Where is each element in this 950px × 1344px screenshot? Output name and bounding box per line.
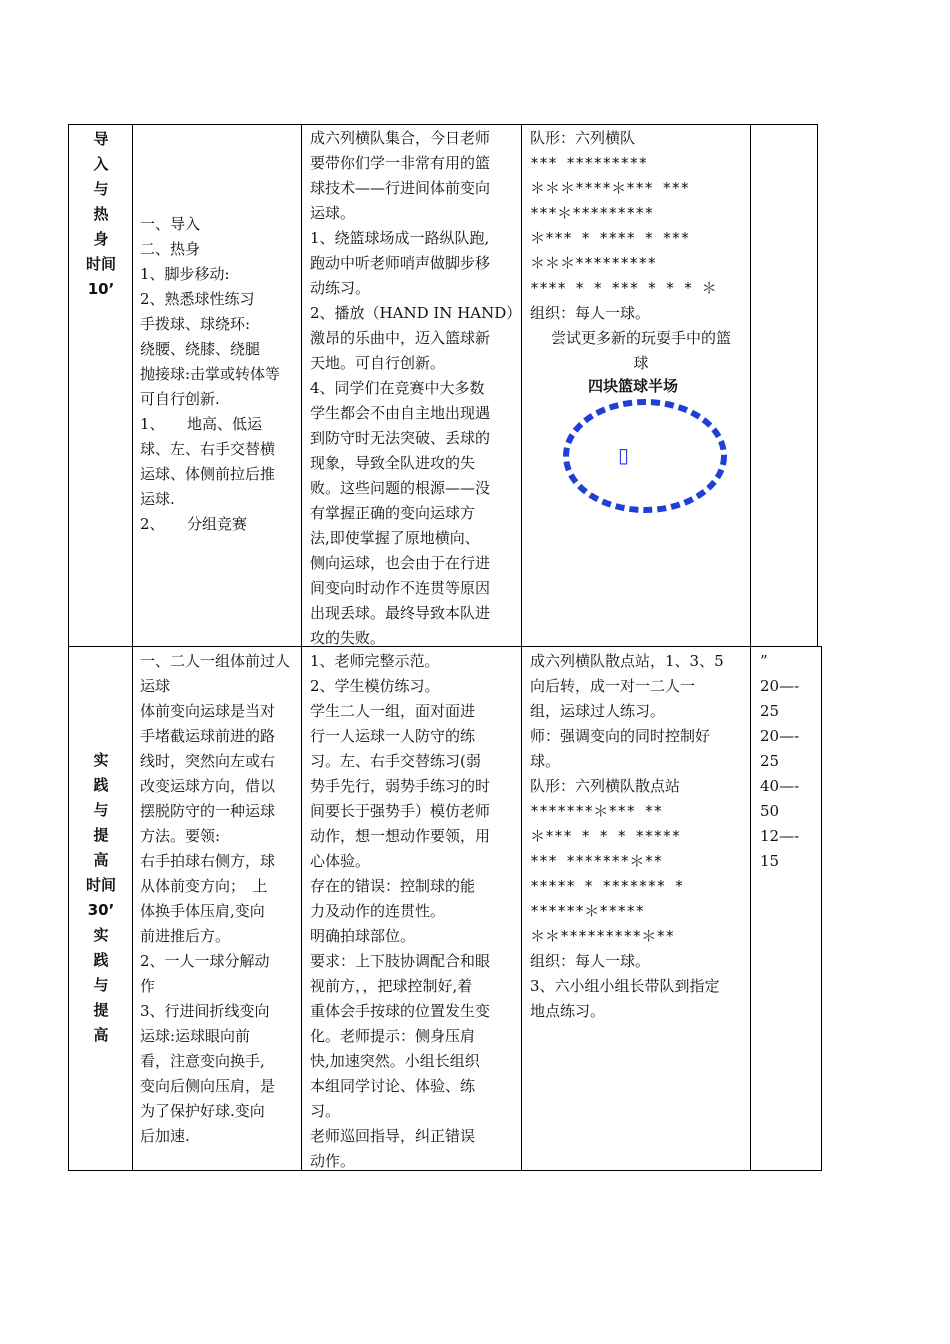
content-line: 运球.: [140, 490, 175, 508]
table-top-border: [68, 124, 818, 125]
formation-row: *** *********: [530, 154, 648, 172]
content-line: 1、脚步移动:: [140, 265, 230, 283]
col-line-6b: [821, 646, 822, 1171]
formation-row: ＊＊＊****＊*** ***: [530, 179, 690, 197]
teacher-activity-line: 有掌握正确的变向运球方: [310, 504, 476, 522]
section1-formation: [530, 151, 717, 301]
court-circle: [566, 402, 724, 510]
time-line: 20—-: [760, 677, 800, 695]
org-line: 组，运球过人练习。: [530, 702, 666, 720]
content-line: 从体前变方向； 上: [140, 877, 268, 895]
content-line: 2、 分组竞赛: [140, 515, 248, 533]
section-label-char: 实: [93, 751, 109, 769]
formation-row: ＊*** * * * *****: [530, 827, 681, 845]
section2-label: [76, 748, 126, 1048]
formation-row: *** *******＊**: [530, 852, 663, 870]
teacher-activity-line: 存在的错误：控制球的能: [310, 877, 476, 895]
teacher-activity-line: 老师巡回指导，纠正错误: [310, 1127, 476, 1145]
teacher-activity-line: 运球。: [310, 204, 356, 222]
content-line: 2、一人一球分解动: [140, 952, 270, 970]
col-line-2: [132, 124, 133, 1171]
section2-teacher: [310, 649, 520, 1174]
section2-org-after: [530, 949, 748, 1024]
content-line: 2、熟悉球性练习: [140, 290, 255, 308]
teacher-activity-line: 习。左、右手交替练习(弱: [310, 752, 481, 770]
content-line: 改变运球方向，借以: [140, 777, 276, 795]
section2-formation: [530, 799, 684, 949]
content-line: 体换手体压肩,变向: [140, 902, 265, 920]
section-label-char: 身: [93, 230, 109, 248]
content-line: 3、行进间折线变向: [140, 1002, 270, 1020]
formation-row: ******＊*****: [530, 902, 645, 920]
section-label-char: 与: [93, 801, 109, 819]
content-line: 体前变向运球是当对: [140, 702, 276, 720]
formation-row: ＊＊＊*********: [530, 254, 657, 272]
content-line: 为了保护好球.变向: [140, 1102, 265, 1120]
teacher-activity-line: 学生二人一组，面对面进: [310, 702, 476, 720]
content-line: 后加速.: [140, 1127, 190, 1145]
formation-row: ***** * ******* *: [530, 877, 684, 895]
teacher-activity-line: 动作。: [310, 1152, 356, 1170]
content-line: 1、 地高、低运: [140, 415, 263, 433]
time-line: 12—-: [760, 827, 800, 845]
section1-teacher: [310, 126, 520, 651]
content-line: 线时，突然向左或右: [140, 752, 276, 770]
col-line-5: [750, 124, 751, 1171]
content-line: 摆脱防守的一种运球: [140, 802, 276, 820]
time-line: 25: [760, 702, 780, 720]
content-line: 前进推后方。: [140, 927, 231, 945]
section-label-char: 热: [93, 205, 109, 223]
time-line: 15: [760, 852, 780, 870]
org-line: 师：强调变向的同时控制好: [530, 727, 711, 745]
teacher-activity-line: 要带你们学一非常有用的篮: [310, 154, 491, 172]
teacher-activity-line: 势手先行，弱势手练习的时: [310, 777, 491, 795]
time-line: ”: [760, 652, 768, 670]
time-line: 20—-: [760, 727, 800, 745]
time-line: 50: [760, 802, 780, 820]
teacher-activity-line: 重体会手按球的位置发生变: [310, 1002, 491, 1020]
teacher-activity-line: 化。老师提示：侧身压肩: [310, 1027, 476, 1045]
section-label-char: 时间: [85, 255, 116, 273]
teacher-activity-line: 现象，导致全队进攻的失: [310, 454, 476, 472]
col-line-3: [301, 124, 302, 1171]
formation-row: ***＊*********: [530, 204, 654, 222]
org-line: 队形：六列横队散点站: [530, 777, 681, 795]
section-label-char: 实: [93, 926, 109, 944]
section-label-char: 入: [93, 155, 109, 173]
teacher-activity-line: 力及动作的连贯性。: [310, 902, 446, 920]
section-label-char: 10’: [87, 280, 115, 298]
org-line: 向后转，成一对一二人一: [530, 677, 696, 695]
section-label-char: 践: [93, 776, 109, 794]
content-line: 手拨球、球绕环:: [140, 315, 251, 333]
formation-row: ＊＊*********＊**: [530, 927, 675, 945]
teacher-activity-line: 动练习。: [310, 279, 371, 297]
teacher-activity-line: 明确拍球部位。: [310, 927, 416, 945]
content-line: 作: [140, 977, 156, 995]
content-line: 运球:运球眼向前: [140, 1027, 251, 1045]
content-line: 变向后侧向压肩，是: [140, 1077, 276, 1095]
content-line: 一、导入: [140, 215, 201, 233]
teacher-activity-line: 行一人运球一人防守的练: [310, 727, 476, 745]
section2-org: [530, 649, 748, 799]
teacher-activity-line: 1、老师完整示范。: [310, 652, 440, 670]
teacher-activity-line: 本组同学讨论、体验、练: [310, 1077, 476, 1095]
teacher-activity-line: 间变向时动作不连贯等原因: [310, 579, 491, 597]
teacher-activity-line: 攻的失败。: [310, 629, 386, 647]
teacher-activity-line: 动作，想一想动作要领，用: [310, 827, 491, 845]
section-label-char: 提: [93, 826, 109, 844]
content-line: 一、二人一组体前过人: [140, 652, 291, 670]
section-label-char: 高: [93, 851, 109, 869]
org-line: 球: [633, 354, 649, 372]
org-line: 地点练习。: [530, 1002, 606, 1020]
teacher-activity-line: 激昂的乐曲中，迈入篮球新: [310, 329, 491, 347]
section1-content: [140, 212, 300, 537]
content-line: 右手拍球右侧方，球: [140, 852, 276, 870]
content-line: 抛接球:击掌或转体等: [140, 365, 281, 383]
section-label-char: 与: [93, 976, 109, 994]
teacher-activity-line: 2、播放（HAND IN HAND）: [310, 304, 522, 322]
teacher-activity-line: 球技术——行进间体前变向: [310, 179, 491, 197]
teacher-activity-line: 败。这些问题的根源——没: [310, 479, 491, 497]
section-label-char: 时间: [85, 876, 116, 894]
section-label-char: 践: [93, 951, 109, 969]
teacher-activity-line: 心体验。: [310, 852, 371, 870]
teacher-activity-line: 跑动中听老师哨声做脚步移: [310, 254, 491, 272]
teacher-activity-line: 4、同学们在竞赛中大多数: [310, 379, 485, 397]
content-line: 绕腰、绕膝、绕腿: [140, 340, 261, 358]
section-label-char: 提: [93, 1001, 109, 1019]
court-diagram: [555, 383, 735, 513]
col-line-1: [68, 124, 69, 1171]
teacher-activity-line: 视前方，，把球控制好,着: [310, 977, 473, 995]
teacher-activity-line: 到防守时无法突破、丢球的: [310, 429, 491, 447]
org-line: 成六列横队散点站，1、3、5: [530, 652, 724, 670]
teacher-activity-line: 天地。可自行创新。: [310, 354, 446, 372]
col-line-6a: [817, 124, 818, 646]
section-label-char: 与: [93, 180, 109, 198]
content-line: 可自行创新.: [140, 390, 220, 408]
section1-org-note2: [536, 326, 746, 376]
time-line: 40—-: [760, 777, 800, 795]
teacher-activity-line: 成六列横队集合，今日老师: [310, 129, 491, 147]
section1-label: [76, 127, 126, 302]
org-line: 3、六小组小组长带队到指定: [530, 977, 720, 995]
section1-org-note: 组织：每人一球。: [530, 304, 651, 322]
content-line: 看，注意变向换手,: [140, 1052, 265, 1070]
teacher-activity-line: 侧向运球，也会由于在行进: [310, 554, 491, 572]
teacher-activity-line: 1、绕篮球场成一路纵队跑,: [310, 229, 490, 247]
org-line: 球。: [530, 752, 561, 770]
content-line: 手堵截运球前进的路: [140, 727, 276, 745]
section1-org-title: 队形：六列横队: [530, 129, 636, 147]
basketball-icon: ▯: [618, 443, 630, 467]
teacher-activity-line: 2、学生模仿练习。: [310, 677, 440, 695]
teacher-activity-line: 间要长于强势手）模仿老师: [310, 802, 491, 820]
court-label: 四块篮球半场: [588, 377, 679, 395]
content-line: 二、热身: [140, 240, 201, 258]
teacher-activity-line: 习。: [310, 1102, 341, 1120]
time-line: 25: [760, 752, 780, 770]
teacher-activity-line: 学生都会不由自主地出现遇: [310, 404, 491, 422]
teacher-activity-line: 要求：上下肢协调配合和眼: [310, 952, 491, 970]
section2-time: [760, 649, 818, 874]
teacher-activity-line: 出现丢球。最终导致本队进: [310, 604, 491, 622]
content-line: 运球: [140, 677, 171, 695]
formation-row: ＊*** * **** * ***: [530, 229, 690, 247]
section-label-char: 导: [93, 130, 109, 148]
formation-row: **** * * *** * * * ＊: [530, 279, 717, 297]
formation-row: *******＊*** **: [530, 802, 663, 820]
section2-content: [140, 649, 300, 1149]
section-label-char: 高: [93, 1026, 109, 1044]
org-line: 组织：每人一球。: [530, 952, 651, 970]
col-line-4: [521, 124, 522, 1171]
org-line: 尝试更多新的玩耍手中的篮: [550, 329, 731, 347]
teacher-activity-line: 快,加速突然。小组长组织: [310, 1052, 480, 1070]
teacher-activity-line: 法,即使掌握了原地横向、: [310, 529, 480, 547]
content-line: 运球、体侧前拉后推: [140, 465, 276, 483]
content-line: 球、左、右手交替横: [140, 440, 276, 458]
content-line: 方法。要领:: [140, 827, 221, 845]
section-label-char: 30’: [87, 901, 115, 919]
